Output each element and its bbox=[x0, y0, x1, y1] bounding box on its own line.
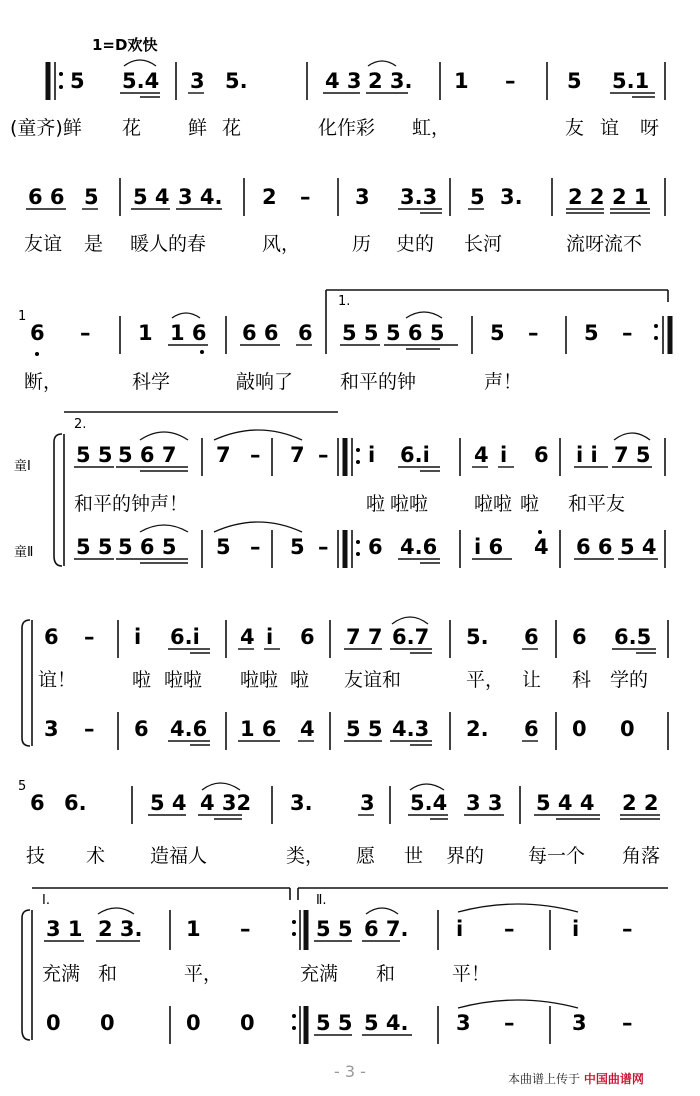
note: i bbox=[266, 625, 274, 649]
lyric: 角落 bbox=[622, 845, 661, 867]
note: 5 bbox=[584, 321, 599, 345]
lyric: 啦 bbox=[520, 493, 540, 515]
lyric: 充满 bbox=[300, 963, 339, 985]
note: 5 bbox=[70, 69, 85, 93]
note: 7 bbox=[290, 443, 305, 467]
note: 5 bbox=[290, 535, 305, 559]
note: 5 5 bbox=[76, 535, 113, 559]
note: 3 bbox=[190, 69, 205, 93]
note: – bbox=[250, 535, 261, 559]
lyric: 啦啦 bbox=[474, 493, 513, 515]
note: – bbox=[84, 625, 95, 649]
lyric: 技 bbox=[26, 845, 46, 867]
note: 6.i bbox=[170, 625, 200, 649]
upload-note: 本曲谱上传于 bbox=[508, 1072, 581, 1086]
note: 3 1 bbox=[46, 917, 83, 941]
note: 5 5 bbox=[316, 917, 353, 941]
lyric: 充满 bbox=[42, 963, 81, 985]
note: 3 bbox=[456, 1011, 471, 1035]
lyric: 平， bbox=[466, 669, 505, 691]
lyric: 和平友 bbox=[568, 493, 626, 515]
note: 7 bbox=[216, 443, 231, 467]
lyric: 鲜 bbox=[188, 117, 208, 139]
note: 5 bbox=[216, 535, 231, 559]
note: i bbox=[456, 917, 464, 941]
note: 0 bbox=[572, 717, 587, 741]
lyric: (童齐)鲜 bbox=[10, 117, 82, 139]
note: 3 bbox=[360, 791, 375, 815]
note: 6 6 bbox=[28, 185, 65, 209]
note: i bbox=[500, 443, 508, 467]
lyric: 虹， bbox=[412, 117, 451, 139]
note: – bbox=[528, 321, 539, 345]
note: 0 bbox=[620, 717, 635, 741]
note: 2 bbox=[262, 185, 277, 209]
note: 6 bbox=[368, 535, 383, 559]
lyric: 科学 bbox=[132, 371, 171, 393]
lyric: 敲响了 bbox=[236, 371, 294, 393]
note: i bbox=[368, 443, 376, 467]
note: 6 bbox=[30, 791, 45, 815]
note: – bbox=[80, 321, 91, 345]
lyric: 史的 bbox=[396, 233, 435, 255]
note: 5. bbox=[466, 625, 489, 649]
note: 3.3 bbox=[400, 185, 438, 209]
note: 1 bbox=[454, 69, 469, 93]
note: 5 bbox=[490, 321, 505, 345]
lyric: 啦啦 bbox=[164, 669, 203, 691]
note: 2 2 bbox=[622, 791, 659, 815]
note: – bbox=[622, 1011, 633, 1035]
note: 5 bbox=[470, 185, 485, 209]
note: 6 bbox=[44, 625, 59, 649]
note: 5 5 bbox=[342, 321, 379, 345]
note: 5.1 bbox=[612, 69, 650, 93]
note: 4 3 bbox=[325, 69, 362, 93]
note: 7 7 bbox=[346, 625, 383, 649]
lyric: 啦 bbox=[132, 669, 152, 691]
note: 6 bbox=[298, 321, 313, 345]
note: 7 5 bbox=[614, 443, 651, 467]
note: – bbox=[505, 69, 516, 93]
note: 2 1 bbox=[612, 185, 649, 209]
lyric: 断， bbox=[24, 371, 63, 393]
row-2 bbox=[24, 178, 665, 255]
footer-watermark[interactable] bbox=[508, 1070, 644, 1087]
note: – bbox=[504, 1011, 515, 1035]
note: 6 bbox=[134, 717, 149, 741]
note: 5 6 5 bbox=[386, 321, 445, 345]
note: 4 bbox=[300, 717, 315, 741]
note: 3. bbox=[500, 185, 523, 209]
note: 6.i bbox=[400, 443, 430, 467]
note: 1 bbox=[186, 917, 201, 941]
note: i bbox=[572, 917, 580, 941]
note: 4.6 bbox=[170, 717, 208, 741]
lyric: 花 bbox=[222, 117, 242, 139]
note: i i bbox=[576, 443, 598, 467]
note: 0 bbox=[240, 1011, 255, 1035]
note: – bbox=[504, 917, 515, 941]
lyric: 谊！ bbox=[38, 669, 77, 691]
row-7 bbox=[22, 888, 668, 1044]
note: – bbox=[318, 535, 329, 559]
note: 6 bbox=[524, 717, 539, 741]
note: 3 bbox=[572, 1011, 587, 1035]
note: 0 bbox=[186, 1011, 201, 1035]
note: 4 32 bbox=[200, 791, 252, 815]
lyric: 风， bbox=[262, 233, 301, 255]
note: 2. bbox=[466, 717, 489, 741]
note: 1 6 bbox=[170, 321, 207, 345]
lyric: 啦啦 bbox=[240, 669, 279, 691]
note: 5 4 bbox=[150, 791, 187, 815]
lyric: 每一个 bbox=[528, 845, 586, 867]
note: – bbox=[300, 185, 311, 209]
lyric: 平， bbox=[184, 963, 223, 985]
lyric: 让 bbox=[522, 669, 542, 691]
note: i bbox=[134, 625, 142, 649]
note: 5 4 bbox=[620, 535, 657, 559]
note: 5.4 bbox=[410, 791, 448, 815]
note: 5. bbox=[225, 69, 248, 93]
row-5 bbox=[22, 617, 668, 750]
note: 5 6 7 bbox=[118, 443, 177, 467]
lyric: 友谊和 bbox=[344, 669, 402, 691]
lyric: 术 bbox=[86, 845, 106, 867]
note: 2 2 bbox=[568, 185, 605, 209]
note: 5 6 5 bbox=[118, 535, 177, 559]
lyric: 友 bbox=[565, 117, 585, 139]
note: 3 bbox=[44, 717, 59, 741]
lyric: 历 bbox=[352, 233, 372, 255]
note: 6.7 bbox=[392, 625, 430, 649]
note: 5 5 bbox=[316, 1011, 353, 1035]
note: – bbox=[318, 443, 329, 467]
first-ending: 1. bbox=[338, 294, 351, 309]
note: 6.5 bbox=[614, 625, 652, 649]
note: 1 bbox=[138, 321, 153, 345]
note: 2 3. bbox=[368, 69, 413, 93]
lyric: 和 bbox=[376, 963, 396, 985]
lyric: 流呀流不 bbox=[566, 233, 643, 255]
lyric: 花 bbox=[122, 117, 142, 139]
lyric: 呀 bbox=[640, 117, 660, 139]
row-1 bbox=[10, 60, 665, 139]
note: 0 bbox=[46, 1011, 61, 1035]
note: 3 4. bbox=[178, 185, 223, 209]
tempo-marking: 1=D欢快 bbox=[92, 36, 158, 54]
lyric: 类， bbox=[286, 845, 325, 867]
note: 0 bbox=[100, 1011, 115, 1035]
lyric: 界的 bbox=[446, 845, 485, 867]
lyric: 谊 bbox=[600, 117, 620, 139]
note: – bbox=[84, 717, 95, 741]
lyric: 愿 bbox=[356, 845, 376, 867]
note: 6 6 bbox=[242, 321, 279, 345]
second-ending-roman: Ⅱ. bbox=[316, 893, 327, 908]
first-ending-roman: Ⅰ. bbox=[42, 893, 50, 908]
note: 6 6 bbox=[576, 535, 613, 559]
lyric: 学的 bbox=[610, 669, 649, 691]
row-4 bbox=[14, 412, 665, 568]
row-6 bbox=[18, 779, 660, 867]
voice-label-v1: 童Ⅰ bbox=[14, 459, 31, 474]
note: 3 3 bbox=[466, 791, 503, 815]
lyric: 暖人的春 bbox=[130, 233, 207, 255]
lyric: 平！ bbox=[452, 963, 491, 985]
note: 5 4 4 bbox=[536, 791, 595, 815]
note: 6 bbox=[30, 321, 45, 345]
note: 3 bbox=[355, 185, 370, 209]
lyric: 声！ bbox=[484, 371, 523, 393]
note: 6. bbox=[64, 791, 87, 815]
note: 6 7. bbox=[364, 917, 409, 941]
lyric: 友谊 bbox=[24, 233, 63, 255]
note: 5 5 bbox=[76, 443, 113, 467]
note: 5.4 bbox=[122, 69, 160, 93]
note: 4 bbox=[474, 443, 489, 467]
note: 4.6 bbox=[400, 535, 438, 559]
lyric: 啦 bbox=[366, 493, 386, 515]
page-number: - 3 - bbox=[334, 1062, 366, 1081]
site-logo[interactable]: 中国曲谱网 bbox=[583, 1072, 644, 1086]
note: 6 bbox=[534, 443, 549, 467]
note: 5 4. bbox=[364, 1011, 409, 1035]
note: 2 3. bbox=[98, 917, 143, 941]
lyric: 啦啦 bbox=[390, 493, 429, 515]
note: 4.3 bbox=[392, 717, 430, 741]
lyric: 和平的钟声！ bbox=[74, 493, 189, 515]
lyric: 和 bbox=[98, 963, 118, 985]
note: 6 bbox=[524, 625, 539, 649]
grace-note: 5 bbox=[18, 779, 27, 794]
note: 6 bbox=[300, 625, 315, 649]
note: 5 5 bbox=[346, 717, 383, 741]
note: – bbox=[250, 443, 261, 467]
voice-label-v2: 童Ⅱ bbox=[14, 545, 34, 560]
note: 1 6 bbox=[240, 717, 277, 741]
lyric: 和平的钟 bbox=[340, 371, 417, 393]
lyric: 长河 bbox=[464, 233, 503, 255]
lyric: 造福人 bbox=[150, 845, 208, 867]
row-3 bbox=[18, 290, 670, 393]
note: 5 4 bbox=[133, 185, 170, 209]
note: i 6 bbox=[474, 535, 504, 559]
grace-note: 1 bbox=[18, 309, 27, 324]
note: 5 bbox=[567, 69, 582, 93]
note: 6 bbox=[572, 625, 587, 649]
lyric: 是 bbox=[84, 233, 104, 255]
note: 3. bbox=[290, 791, 313, 815]
note: – bbox=[622, 321, 633, 345]
lyric: 化作彩 bbox=[318, 117, 376, 139]
note: 4 bbox=[534, 535, 549, 559]
lyric: 科 bbox=[572, 669, 592, 691]
note: – bbox=[622, 917, 633, 941]
note: – bbox=[240, 917, 251, 941]
lyric: 啦 bbox=[290, 669, 310, 691]
note: 4 bbox=[240, 625, 255, 649]
note: 5 bbox=[84, 185, 99, 209]
second-ending: 2. bbox=[74, 417, 87, 432]
lyric: 世 bbox=[404, 845, 424, 867]
